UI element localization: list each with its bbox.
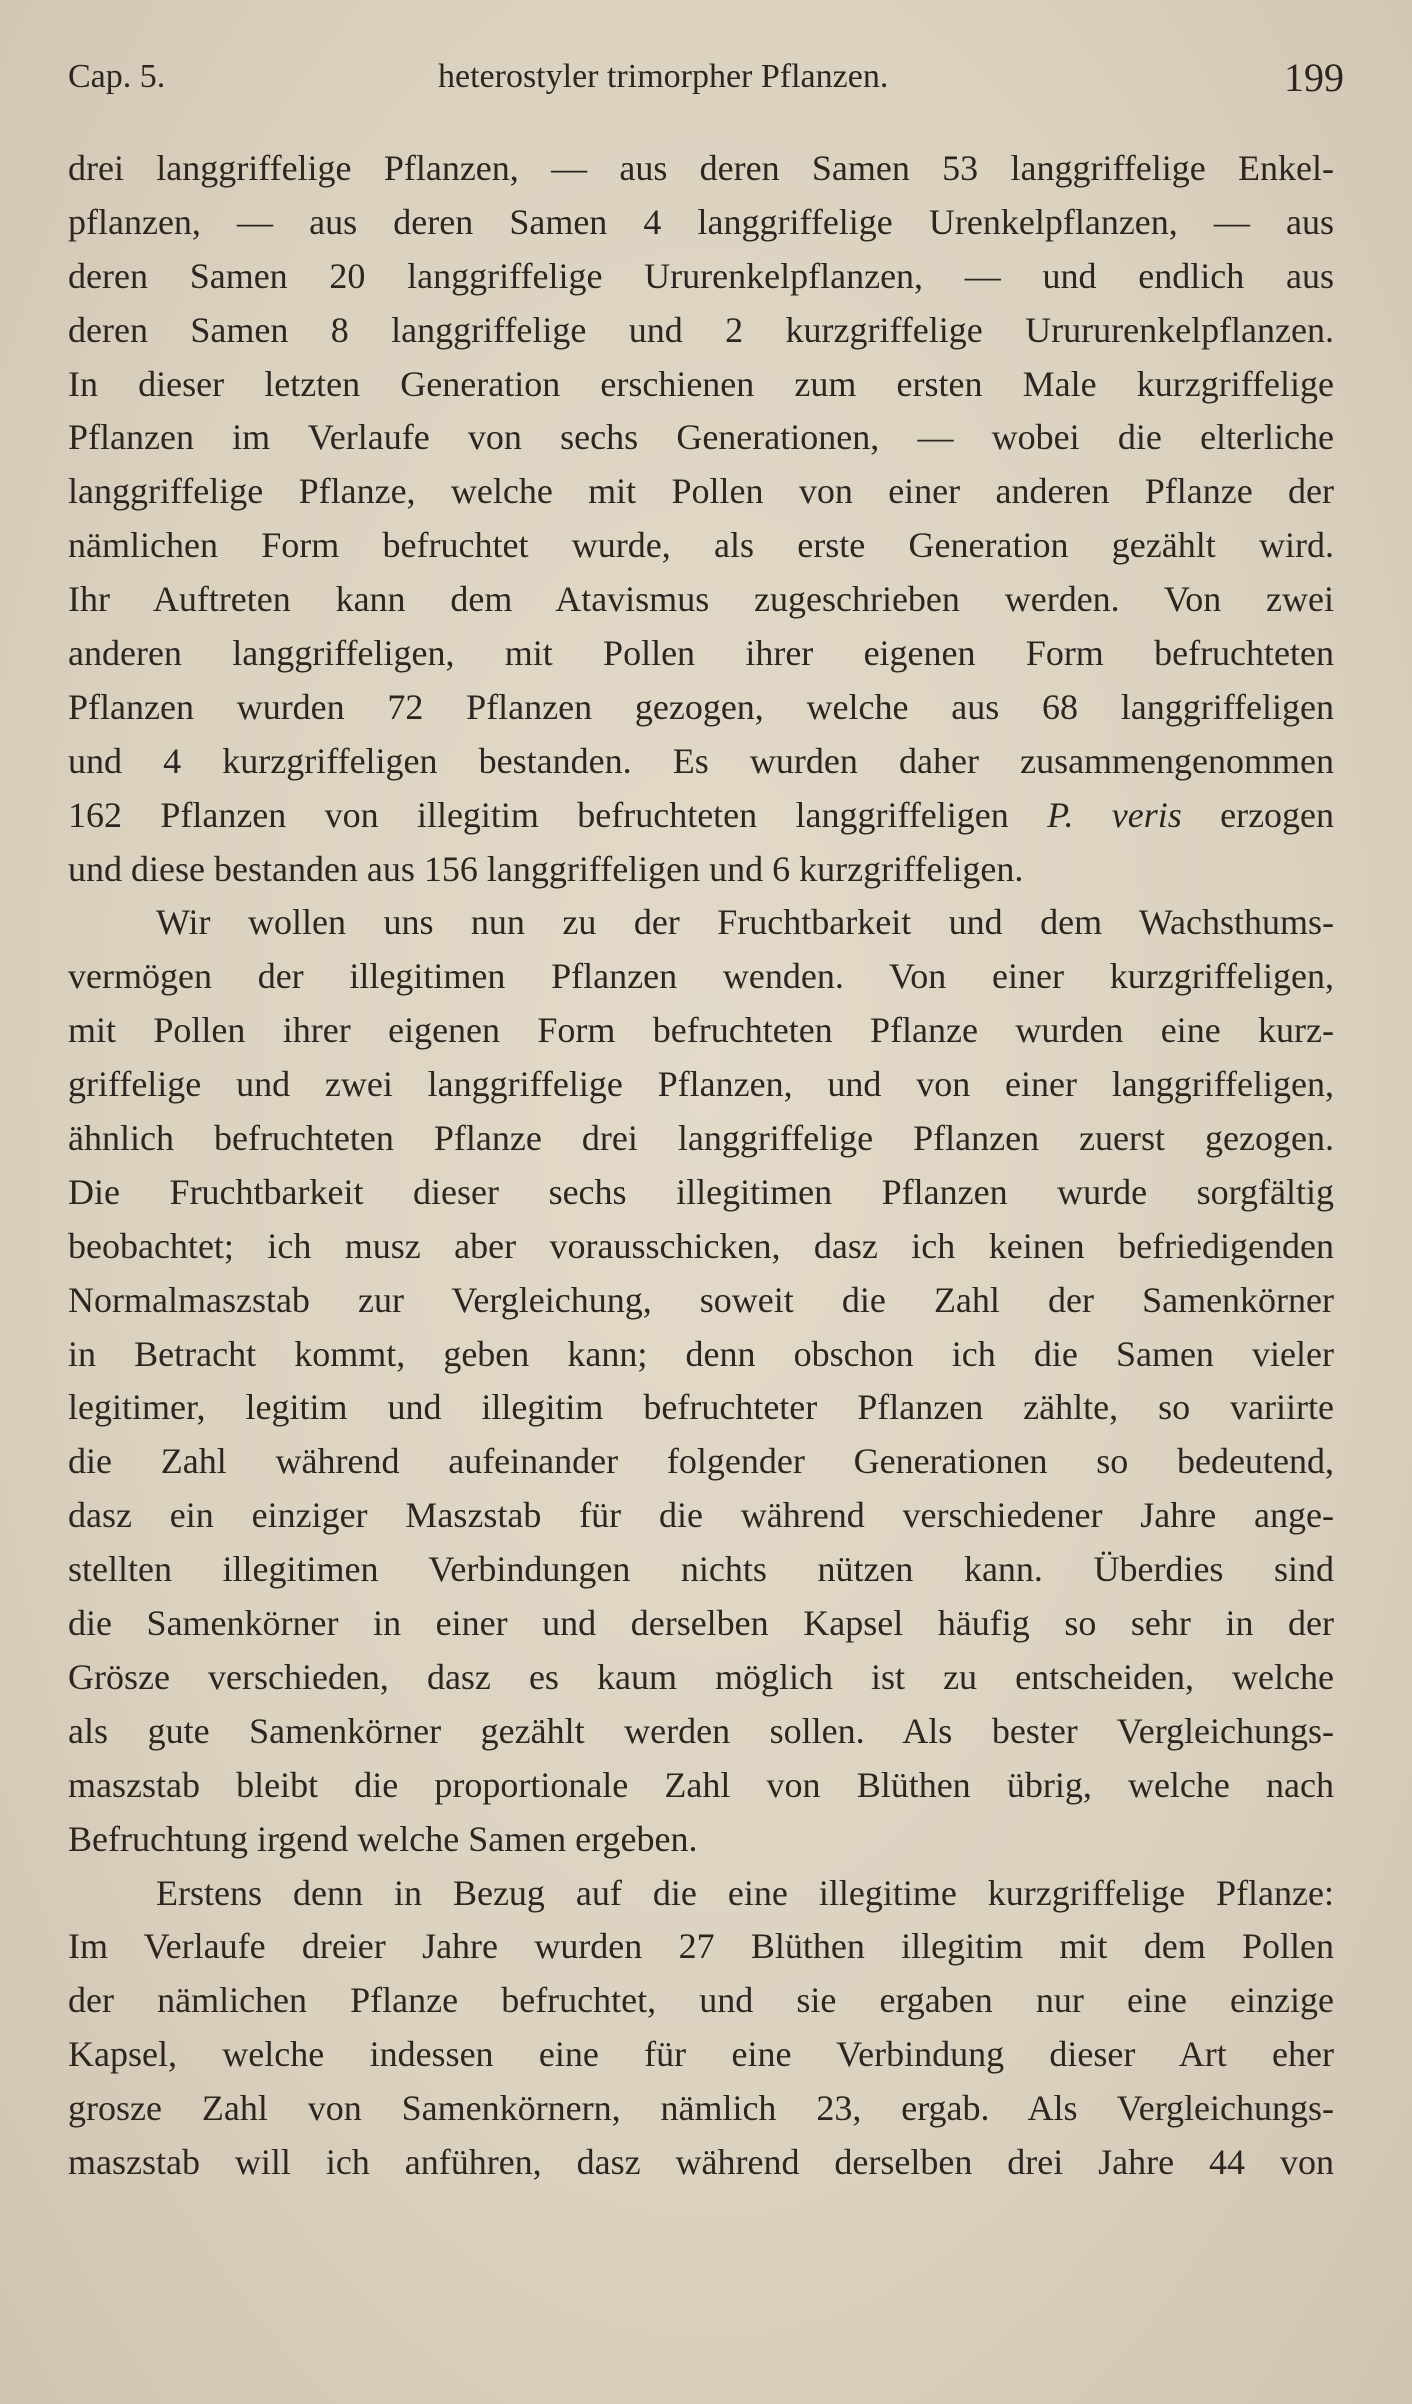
text-line: als gute Samenkörner gezählt werden sollen. Als bester Vergleichungs- bbox=[68, 1710, 1334, 1751]
text-line: in Betracht kommt, geben kann; denn obschon ich die Samen vieler bbox=[68, 1333, 1334, 1374]
text-line: die Zahl während aufeinander folgender Generationen so bedeutend, bbox=[68, 1441, 1334, 1482]
page-number: 199 bbox=[1284, 55, 1344, 100]
text-line: dasz ein einziger Maszstab für die während verschiedener Jahre ange- bbox=[68, 1495, 1334, 1536]
text-line-with-species bbox=[68, 789, 1334, 843]
text-line: In dieser letzten Generation erschienen zum ersten Male kurzgriffelige bbox=[68, 363, 1334, 404]
text-line: mit Pollen ihrer eigenen Form befruchteten Pflanze wurden eine kurz- bbox=[68, 1010, 1334, 1051]
text-line: maszstab will ich anführen, dasz während derselben drei Jahre 44 von bbox=[68, 2141, 1334, 2182]
text-line: vermögen der illegitimen Pflanzen wenden. Von einer kurzgriffeligen, bbox=[68, 956, 1334, 997]
text-line: nämlichen Form befruchtet wurde, als erste Generation gezählt wird. bbox=[68, 525, 1334, 566]
text-line: Die Fruchtbarkeit dieser sechs illegitimen Pflanzen wurde sorgfältig bbox=[68, 1171, 1334, 1212]
paragraph-first-line: Wir wollen uns nun zu der Fruchtbarkeit und dem Wachsthums- bbox=[156, 902, 1334, 943]
text-line: pflanzen, — aus deren Samen 4 langgriffelige Urenkelpflanzen, — aus bbox=[68, 201, 1334, 242]
text-line: und 4 kurzgriffeligen bestanden. Es wurden daher zusammengenommen bbox=[68, 740, 1334, 781]
running-header bbox=[68, 52, 1344, 108]
text-line: deren Samen 20 langgriffelige Ururenkelpflanzen, — und endlich aus bbox=[68, 255, 1334, 296]
text-line: die Samenkörner in einer und derselben Kapsel häufig so sehr in der bbox=[68, 1603, 1334, 1644]
text-line: drei langgriffelige Pflanzen, — aus deren Samen 53 langgriffelige Enkel- bbox=[68, 148, 1334, 188]
text-line: Kapsel, welche indessen eine für eine Verbindung dieser Art eher bbox=[68, 2034, 1334, 2075]
species-name: P. veris bbox=[1047, 794, 1182, 835]
text-line: Ihr Auftreten kann dem Atavismus zugeschrieben werden. Von zwei bbox=[68, 579, 1334, 620]
text-line: legitimer, legitim und illegitim befruchteter Pflanzen zählte, so variirte bbox=[68, 1387, 1334, 1428]
text-line: grosze Zahl von Samenkörnern, nämlich 23, ergab. Als Vergleichungs- bbox=[68, 2088, 1334, 2129]
text-line: langgriffelige Pflanze, welche mit Pollen von einer anderen Pflanze der bbox=[68, 471, 1334, 512]
text-line: beobachtet; ich musz aber vorausschicken, dasz ich keinen befriedigenden bbox=[68, 1225, 1334, 1266]
text-line: Normalmaszstab zur Vergleichung, soweit die Zahl der Samenkörner bbox=[68, 1279, 1334, 1320]
text-line: und diese bestanden aus 156 langgriffeligen und 6 kurzgriffeligen. bbox=[68, 848, 1024, 889]
text-line: Grösze verschieden, dasz es kaum möglich ist zu entscheiden, welche bbox=[68, 1656, 1334, 1697]
body-text bbox=[68, 142, 1334, 2190]
text-line: Pflanzen im Verlaufe von sechs Generationen, — wobei die elterliche bbox=[68, 417, 1334, 458]
paragraph-first-line: Erstens denn in Bezug auf die eine illegitime kurzgriffelige Pflanze: bbox=[156, 1872, 1334, 1913]
text-line: deren Samen 8 langgriffelige und 2 kurzgriffelige Urururenkelpflanzen. bbox=[68, 309, 1334, 350]
text-segment: erzogen bbox=[1220, 794, 1335, 835]
text-segment: 162 Pflanzen von illegitim befruchteten langgriffeligen bbox=[68, 794, 1009, 835]
text-line: anderen langgriffeligen, mit Pollen ihrer eigenen Form befruchteten bbox=[68, 633, 1334, 674]
text-line: ähnlich befruchteten Pflanze drei langgriffelige Pflanzen zuerst gezogen. bbox=[68, 1118, 1334, 1159]
text-line: maszstab bleibt die proportionale Zahl von Blüthen übrig, welche nach bbox=[68, 1764, 1334, 1805]
text-line: der nämlichen Pflanze befruchtet, und sie ergaben nur eine einzige bbox=[68, 1980, 1334, 2021]
chapter-label: Cap. 5. bbox=[68, 58, 166, 95]
running-title: heterostyler trimorpher Pflanzen. bbox=[438, 58, 889, 95]
text-line: Befruchtung irgend welche Samen ergeben. bbox=[68, 1818, 698, 1859]
text-line: Pflanzen wurden 72 Pflanzen gezogen, welche aus 68 langgriffeligen bbox=[68, 686, 1334, 727]
text-line: griffelige und zwei langgriffelige Pflanzen, und von einer langgriffeligen, bbox=[68, 1064, 1334, 1105]
text-line: stellten illegitimen Verbindungen nichts nützen kann. Überdies sind bbox=[68, 1549, 1334, 1590]
text-line: Im Verlaufe dreier Jahre wurden 27 Blüthen illegitim mit dem Pollen bbox=[68, 1926, 1334, 1967]
